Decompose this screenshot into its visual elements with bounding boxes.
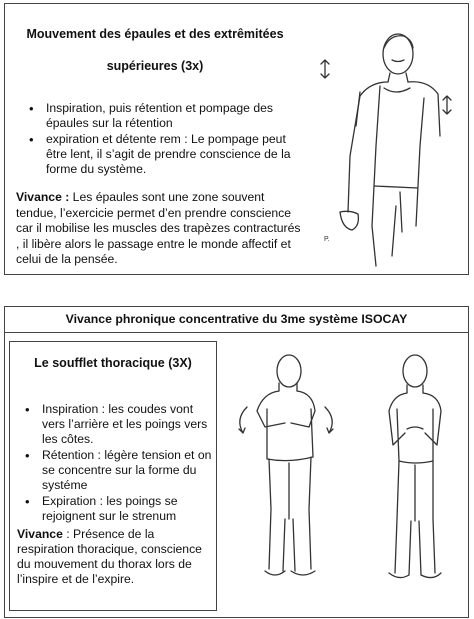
vivance-label: Vivance : [16,190,70,204]
shoulder-exercise-card [4,3,469,275]
instruction-list [25,101,305,178]
vivance-paragraph [17,527,213,587]
list-item: • Expiration : les poings se rejoignent sur le strenum [21,494,213,524]
list-item: • Rétention : légère tension et on se concentre sur la forme du systéme [21,448,213,493]
vivance-paragraph [16,190,306,268]
vivance-text: : Présence de la respiration thoracique, conscience du mouvement du thorax lors de l’inspire et de l’expire. [17,527,202,586]
card-header [5,307,468,333]
list-item: • Inspiration : les coudes vont vers l’arrière et les poings vers les côtes. [21,402,213,447]
card-title: Mouvement des épaules et des extrêmitées [26,27,284,41]
figure-letter: P. [324,236,330,243]
list-item: • expiration et détente rem : Le pompage peut être lent, il s’agit de prendre conscience de la forme du système. [25,132,305,177]
card-title: Vivance phronique concentrative du 3me système ISOCAY [65,312,408,326]
exhale-pose-illustration [367,349,465,589]
exercise-subtitle: Le soufflet thoracique (3X) [34,356,192,370]
vivance-text: Les épaules sont une zone souvent tendue, l’exercicie permet d’en prendre conscience car il mobilise les muscles des trapèzes contracturés , il libère alors le passage entre le monde affectif et celui de la pensée. [16,190,301,266]
vivance-label: Vivance [17,527,63,541]
list-item: • Inspiration, puis rétention et pompage des épaules sur la rétention [25,101,305,131]
card-subtitle: supérieures (3x) [106,59,204,73]
breathing-exercise-card [4,306,469,618]
instruction-list [21,402,213,525]
inhale-pose-illustration [227,349,343,589]
shoulder-shrug-illustration [320,16,466,271]
